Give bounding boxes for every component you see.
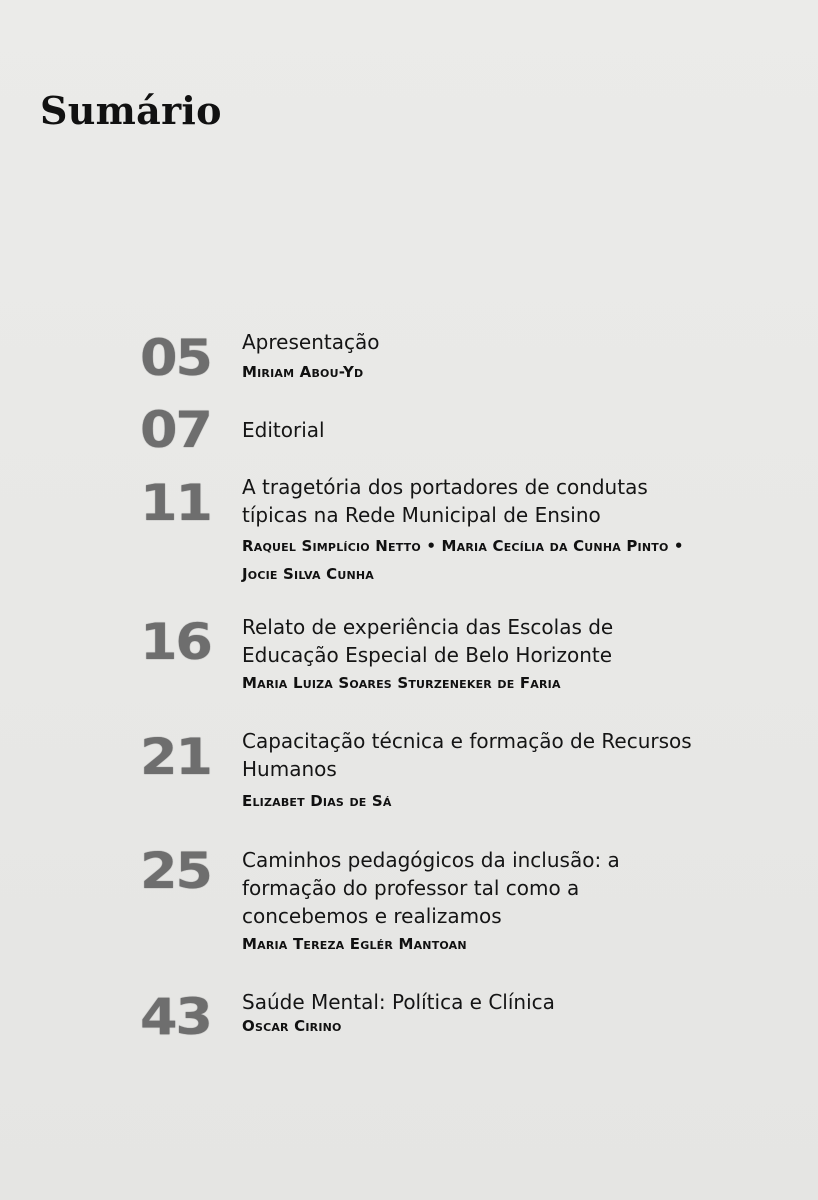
page-number: 25 (140, 842, 211, 900)
entry-title: Editorial (242, 418, 325, 442)
entry-title: Saúde Mental: Política e Clínica (242, 990, 555, 1014)
entry-text (242, 846, 652, 958)
page-number: 16 (140, 613, 211, 671)
page-number: 43 (140, 988, 211, 1046)
entry-title: Capacitação técnica e formação de Recursos Humanos (242, 729, 692, 781)
entry-author: Miriam Abou-Yd (242, 363, 364, 381)
entry-title: Apresentação (242, 330, 380, 354)
entry-author: Oscar Cirino (242, 1017, 342, 1035)
page-number: 11 (140, 474, 211, 532)
page-number: 07 (140, 401, 211, 459)
entry-text (242, 328, 762, 386)
entry-title: A tragetória dos portadores de condutas típicas na Rede Municipal de Ensino (242, 475, 648, 527)
entry-text (242, 988, 762, 1040)
entry-text (242, 473, 712, 588)
entry-author: Elizabet Dias de Sá (242, 792, 392, 810)
entry-title: Caminhos pedagógicos da inclusão: a formação do professor tal como a concebemos e realizamos (242, 848, 620, 928)
page-title: Sumário (40, 88, 222, 133)
entry-title: Relato de experiência das Escolas de Educação Especial de Belo Horizonte (242, 615, 614, 667)
page-number: 21 (140, 728, 211, 786)
entry-author: Maria Tereza Eglér Mantoan (242, 935, 467, 953)
entry-text (242, 416, 762, 444)
entry-text (242, 613, 662, 697)
page-number: 05 (140, 329, 211, 387)
entry-text (242, 727, 732, 815)
entry-author: Maria Luiza Soares Sturzeneker de Faria (242, 674, 561, 692)
entry-author: Raquel Simplício Netto • Maria Cecília da Cunha Pinto • Jocie Silva Cunha (242, 537, 684, 583)
